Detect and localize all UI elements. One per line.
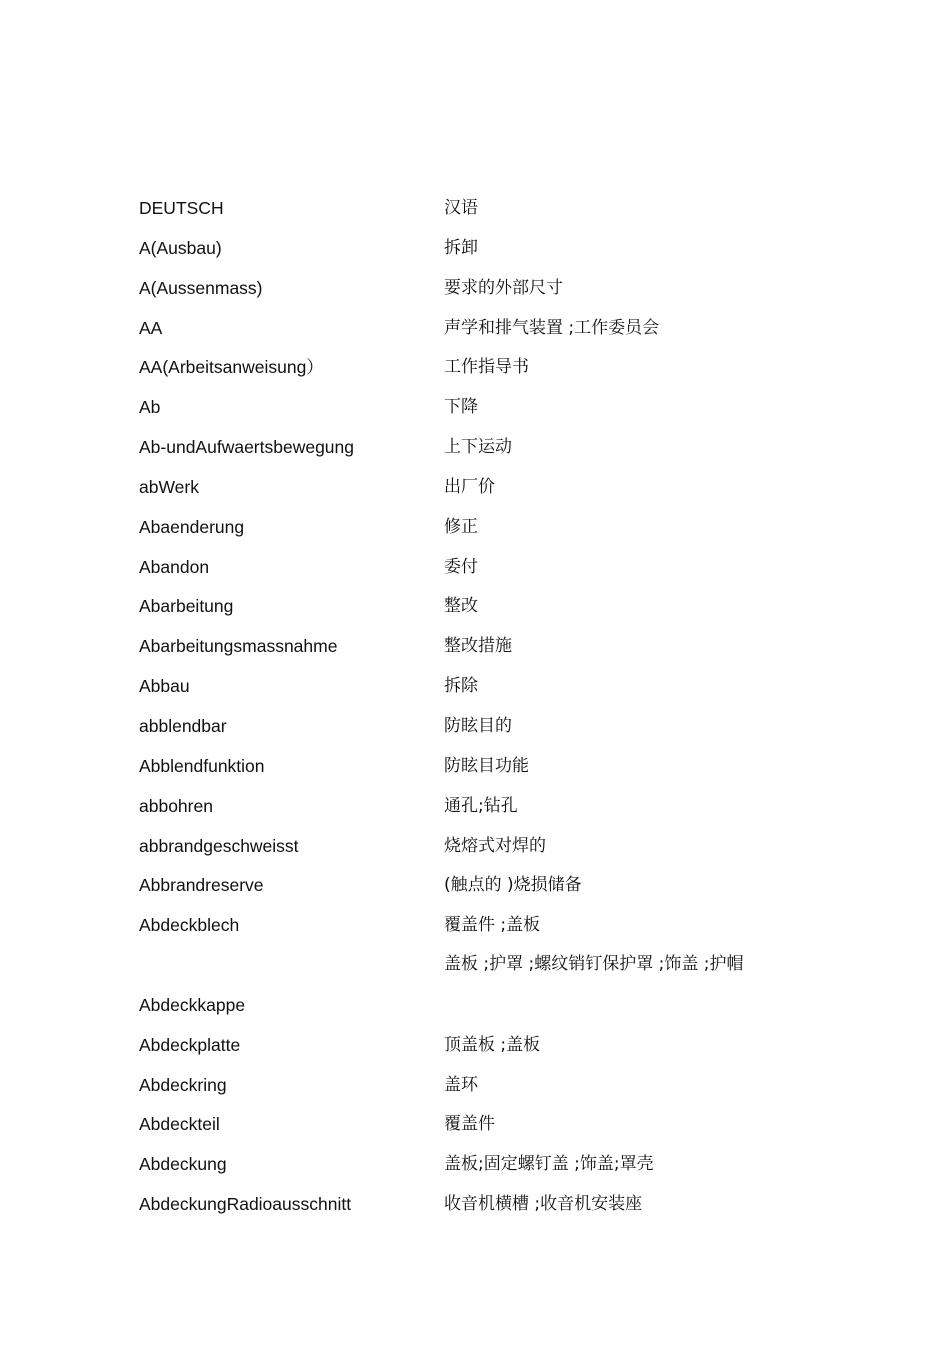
entry-row: [139, 268, 779, 308]
german-term: abbohren: [139, 795, 213, 816]
chinese-term: 拆卸: [444, 237, 478, 258]
german-term: Abdeckplatte: [139, 1034, 241, 1055]
entry-row: [139, 586, 779, 626]
chinese-term: 下降: [444, 397, 478, 418]
entry-row: [139, 666, 779, 706]
entry-row: [139, 547, 779, 587]
german-term: Abblendfunktion: [139, 755, 265, 776]
entry-row: [139, 865, 779, 905]
german-term: abWerk: [139, 476, 199, 497]
entry-row: [139, 387, 779, 427]
chinese-term: 出厂价: [444, 476, 495, 497]
german-term: Ab-undAufwaertsbewegung: [139, 437, 355, 458]
chinese-term: 烧熔式对焊的: [444, 835, 546, 856]
german-term: abblendbar: [139, 715, 227, 736]
german-term: abbrandgeschweisst: [139, 835, 299, 856]
german-column-header: DEUTSCH: [139, 198, 224, 218]
chinese-term: 防眩目功能: [444, 755, 529, 776]
german-term: Abdeckkappe: [139, 995, 246, 1016]
chinese-term: 委付: [444, 556, 478, 577]
entry-row: [139, 427, 779, 467]
chinese-term: 整改措施: [444, 636, 512, 657]
entry-row: [139, 905, 779, 945]
german-term: AA(Arbeitsanweisung）: [139, 357, 324, 378]
chinese-term: 工作指导书: [444, 357, 529, 378]
entry-row: [139, 1144, 779, 1184]
german-term: AbdeckungRadioausschnitt: [139, 1194, 352, 1215]
chinese-term: 盖板 ;护罩 ;螺纹销钉保护罩 ;饰盖 ;护帽: [444, 954, 744, 975]
german-term: Ab: [139, 397, 161, 418]
german-term: A(Aussenmass): [139, 277, 263, 298]
german-term: Abdeckung: [139, 1154, 227, 1175]
chinese-term: 整改: [444, 596, 478, 617]
entry-row: [139, 945, 779, 1025]
german-term: AA: [139, 317, 163, 338]
entry-row: [139, 1025, 779, 1065]
chinese-term: 收音机横槽 ;收音机安装座: [444, 1194, 643, 1215]
chinese-term: 拆除: [444, 676, 478, 697]
entry-row: [139, 1104, 779, 1144]
entry-row: [139, 507, 779, 547]
entry-row: [139, 308, 779, 348]
chinese-term: 盖环: [444, 1074, 478, 1095]
german-term: Abarbeitung: [139, 596, 234, 617]
german-term: Abarbeitungsmassnahme: [139, 636, 338, 657]
header-row: [139, 188, 779, 228]
german-term: Abdeckring: [139, 1074, 227, 1095]
chinese-term: 防眩目的: [444, 715, 512, 736]
chinese-term: (触点的 )烧损储备: [444, 875, 582, 896]
entry-row: [139, 228, 779, 268]
chinese-column-header: 汉语: [444, 198, 478, 218]
glossary-table: [139, 188, 779, 1224]
entry-row: [139, 467, 779, 507]
entry-row: [139, 347, 779, 387]
chinese-term: 覆盖件: [444, 1114, 495, 1135]
chinese-term: 覆盖件 ;盖板: [444, 915, 541, 936]
entry-row: [139, 746, 779, 786]
entry-row: [139, 706, 779, 746]
entry-row: [139, 626, 779, 666]
chinese-term: 上下运动: [444, 437, 512, 458]
german-term: Abaenderung: [139, 516, 245, 537]
chinese-term: 顶盖板 ;盖板: [444, 1034, 541, 1055]
german-term: Abdeckblech: [139, 915, 240, 936]
german-term: Abbau: [139, 676, 190, 697]
german-term: Abdeckteil: [139, 1114, 220, 1135]
chinese-term: 声学和排气装置 ;工作委员会: [444, 317, 660, 338]
chinese-term: 盖板;固定螺钉盖 ;饰盖;罩壳: [444, 1154, 654, 1175]
entry-row: [139, 826, 779, 866]
german-term: A(Ausbau): [139, 237, 222, 258]
chinese-term: 要求的外部尺寸: [444, 277, 563, 298]
german-term: Abandon: [139, 556, 210, 577]
german-term: Abbrandreserve: [139, 875, 264, 896]
entry-row: [139, 786, 779, 826]
entry-row: [139, 1065, 779, 1105]
chinese-term: 通孔;钻孔: [444, 795, 518, 816]
entry-row: [139, 1184, 779, 1224]
chinese-term: 修正: [444, 516, 478, 537]
